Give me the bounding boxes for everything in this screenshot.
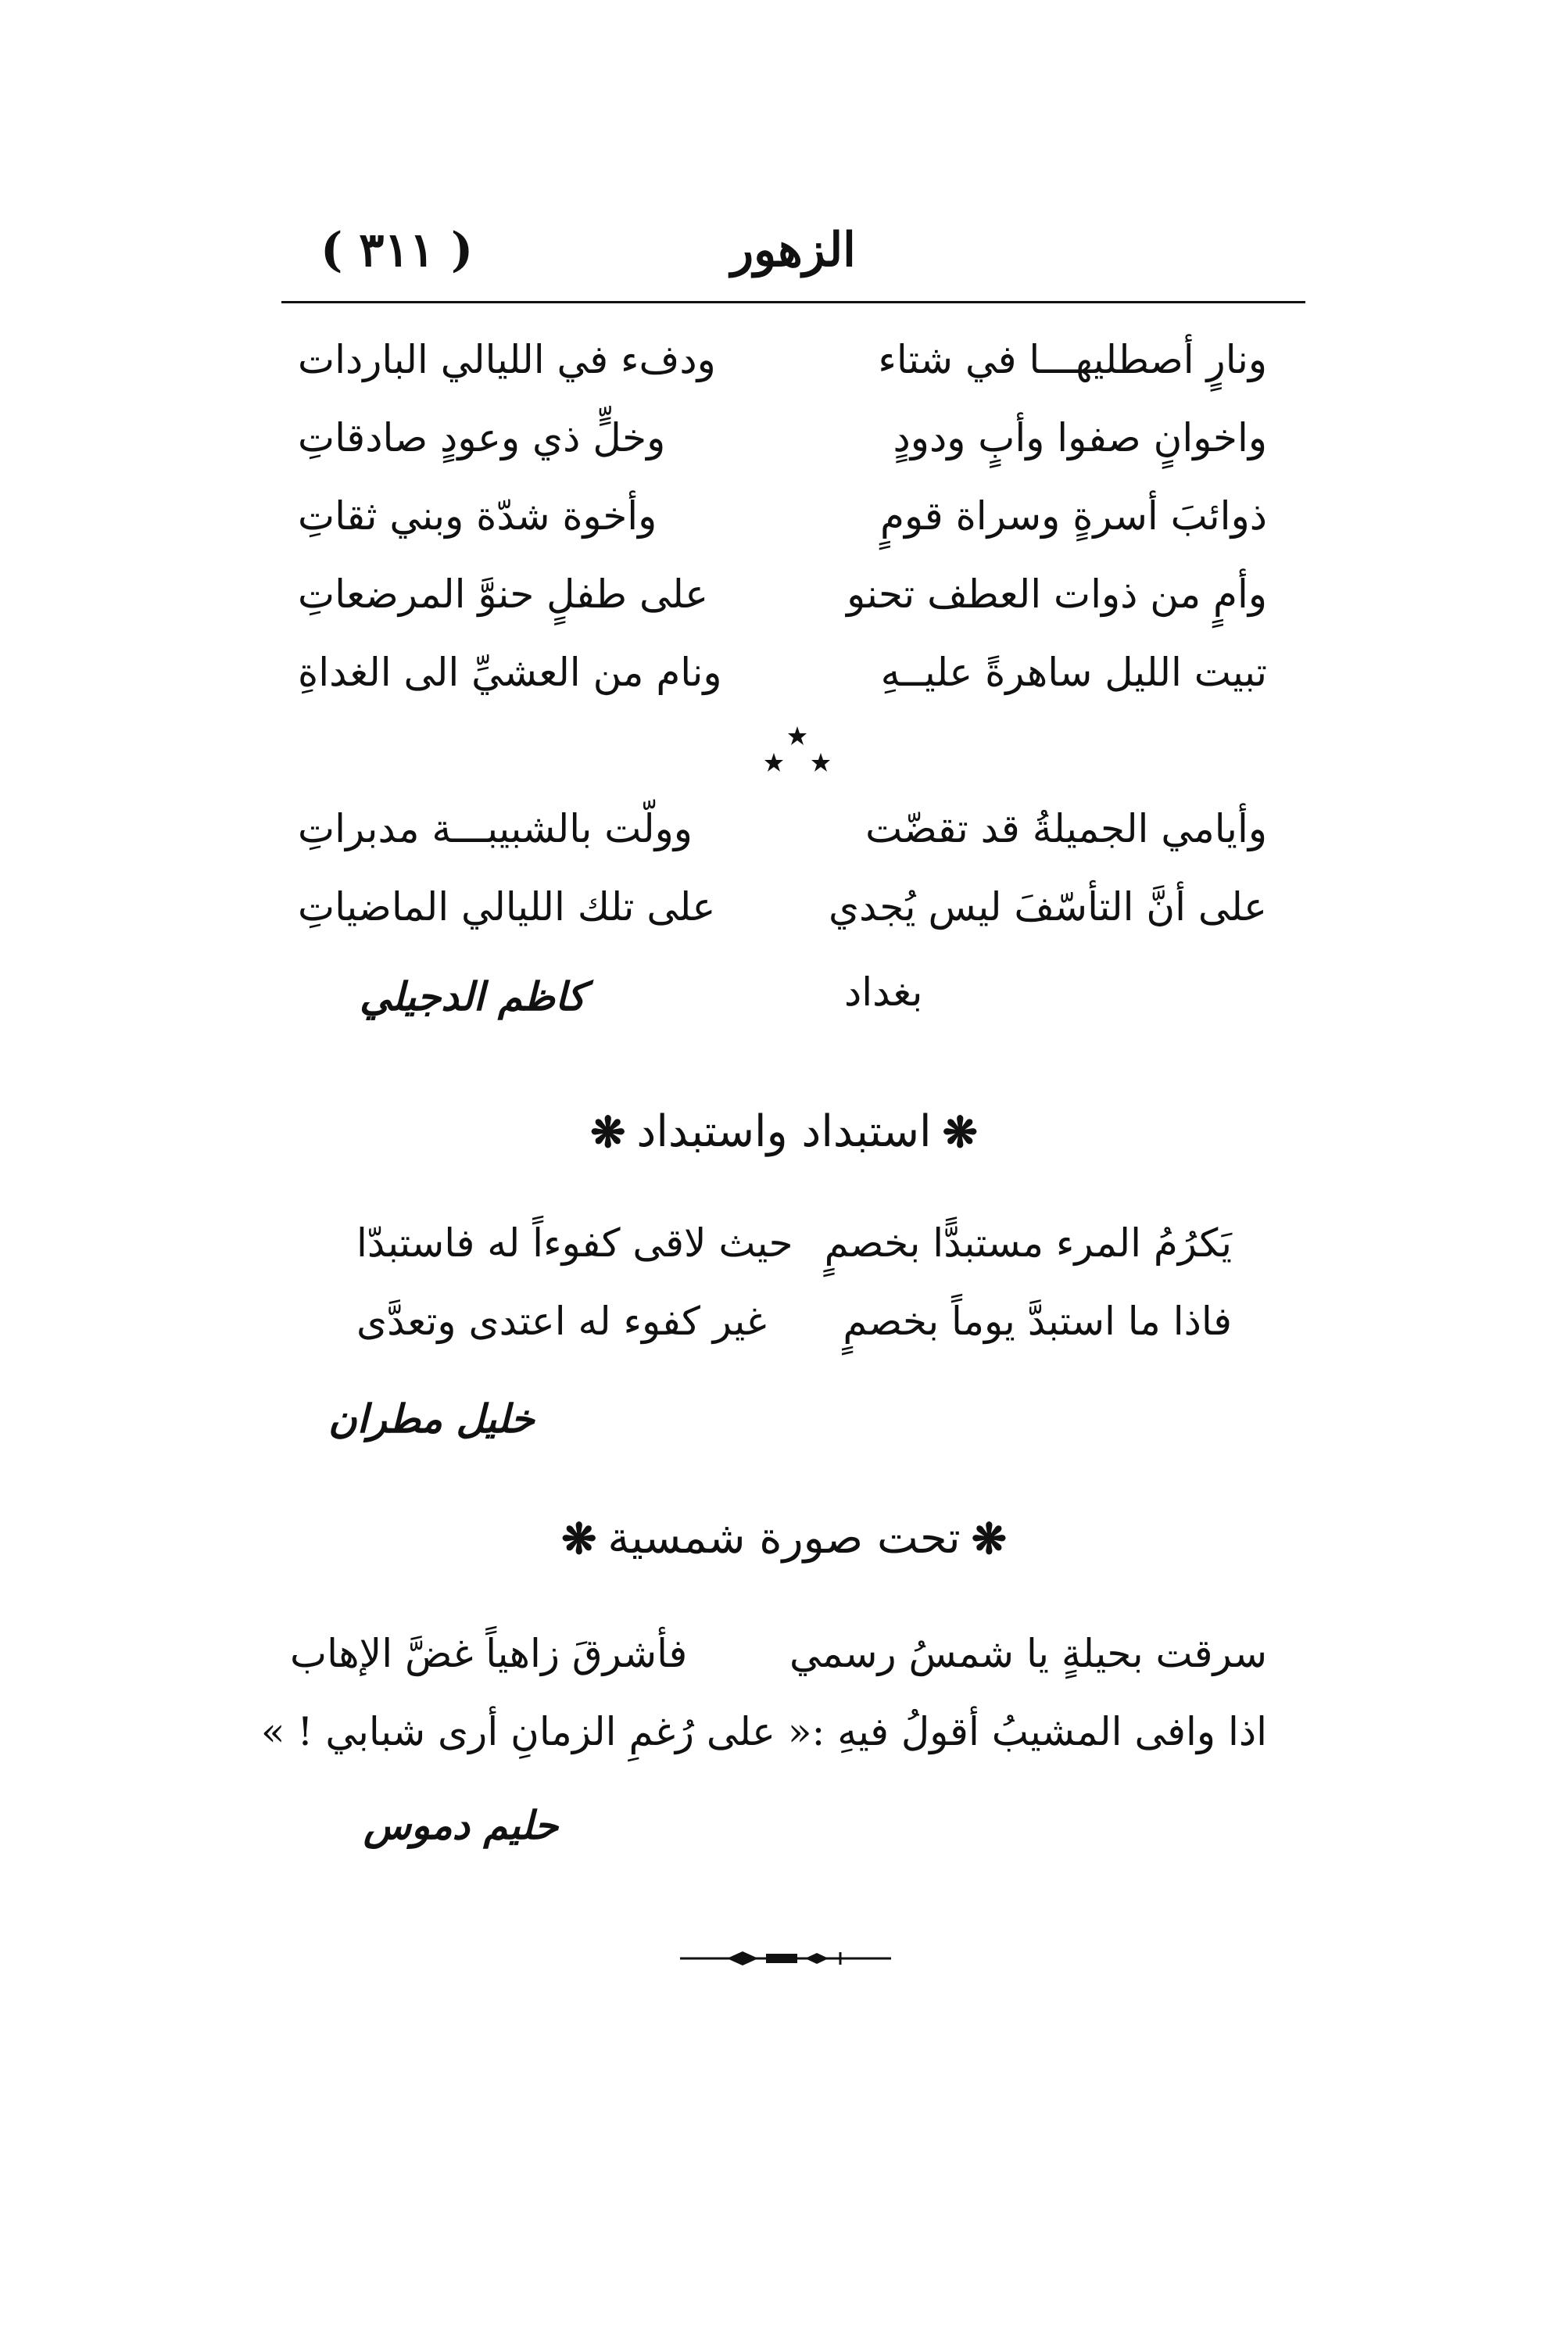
page-header (281, 207, 1305, 293)
page-number: ( ٣١١ ) (320, 223, 474, 278)
hemistich-left: « على رُغمِ الزمانِ أرى شبابي ! » (260, 1709, 812, 1754)
header-rule (281, 301, 1305, 303)
author-signature: حليم دموس (363, 1802, 559, 1848)
section-title-text: استبداد واستبداد (636, 1106, 932, 1157)
section-title-text: تحت صورة شمسية (607, 1513, 961, 1564)
verse-line (298, 403, 1267, 473)
hemistich-right: ذوائبَ أسرةٍ وسراة قومٍ (880, 493, 1267, 539)
verse-line (298, 794, 1267, 864)
verse-line (298, 872, 1267, 942)
stanza-separator-stars (750, 723, 844, 778)
ornament-icon: ❋ (942, 1106, 978, 1157)
ornament-icon: ❋ (561, 1513, 597, 1564)
author-signature: كاظم الدجيلي (360, 973, 586, 1019)
verse-line (260, 1697, 1267, 1767)
hemistich-left: وولّت بالشبيبـــة مدبراتِ (298, 806, 693, 851)
hemistich-left: غير كفوء له اعتدى وتعدَّى (356, 1299, 767, 1344)
hemistich-right: وأيامي الجميلةُ قد تقضّت (865, 806, 1267, 851)
verse-line (298, 559, 1267, 629)
verse-line (298, 637, 1267, 708)
ornament-icon: ❋ (971, 1513, 1007, 1564)
hemistich-left: ونام من العشيِّ الى الغداةِ (298, 650, 722, 695)
verse-line (290, 1618, 1267, 1689)
running-title: الزهور (731, 223, 856, 278)
hemistich-left: وخلٍّ ذي وعودٍ صادقاتِ (298, 415, 666, 460)
section-title (590, 1106, 978, 1157)
author-signature: خليل مطران (328, 1396, 535, 1442)
end-of-page-ornament (680, 1947, 891, 1970)
hemistich-right: اذا وافى المشيبُ أقولُ فيهِ : (811, 1709, 1267, 1754)
hemistich-right: على أنَّ التأسّفَ ليس يُجدي (829, 884, 1267, 930)
verse-line (298, 481, 1267, 551)
hemistich-right: وأمٍ من ذوات العطف تحنو (847, 572, 1267, 617)
hemistich-left: حيث لاقى كفوءاً له فاستبدّا (356, 1220, 793, 1266)
verse-line (356, 1208, 1232, 1278)
verse-line (298, 324, 1267, 395)
hemistich-left: ودفء في الليالي الباردات (298, 337, 716, 382)
hemistich-left: على تلك الليالي الماضياتِ (298, 884, 716, 930)
hemistich-left: على طفلٍ حنوَّ المرضعاتِ (298, 572, 709, 617)
hemistich-right: سرقت بحيلةٍ يا شمسُ رسمي (789, 1631, 1267, 1676)
section-title (561, 1513, 1007, 1564)
hemistich-right: تبيت الليل ساهرةً عليــهِ (880, 650, 1267, 695)
hemistich-left: فأشرقَ زاهياً غضَّ الإهاب (290, 1631, 688, 1676)
place-of-writing: بغداد (844, 969, 923, 1015)
hemistich-left: وأخوة شدّة وبني ثقاتِ (298, 493, 657, 539)
ornament-icon: ❋ (590, 1106, 626, 1157)
hemistich-right: واخوانٍ صفوا وأبٍ ودودٍ (893, 415, 1267, 460)
hemistich-right: فاذا ما استبدَّ يوماً بخصمٍ (843, 1299, 1232, 1344)
hemistich-right: يَكرُمُ المرء مستبدًّا بخصمٍ (824, 1220, 1232, 1266)
verse-line (356, 1286, 1232, 1356)
hemistich-right: ونارٍ أصطليهـــا في شتاء (878, 337, 1267, 382)
